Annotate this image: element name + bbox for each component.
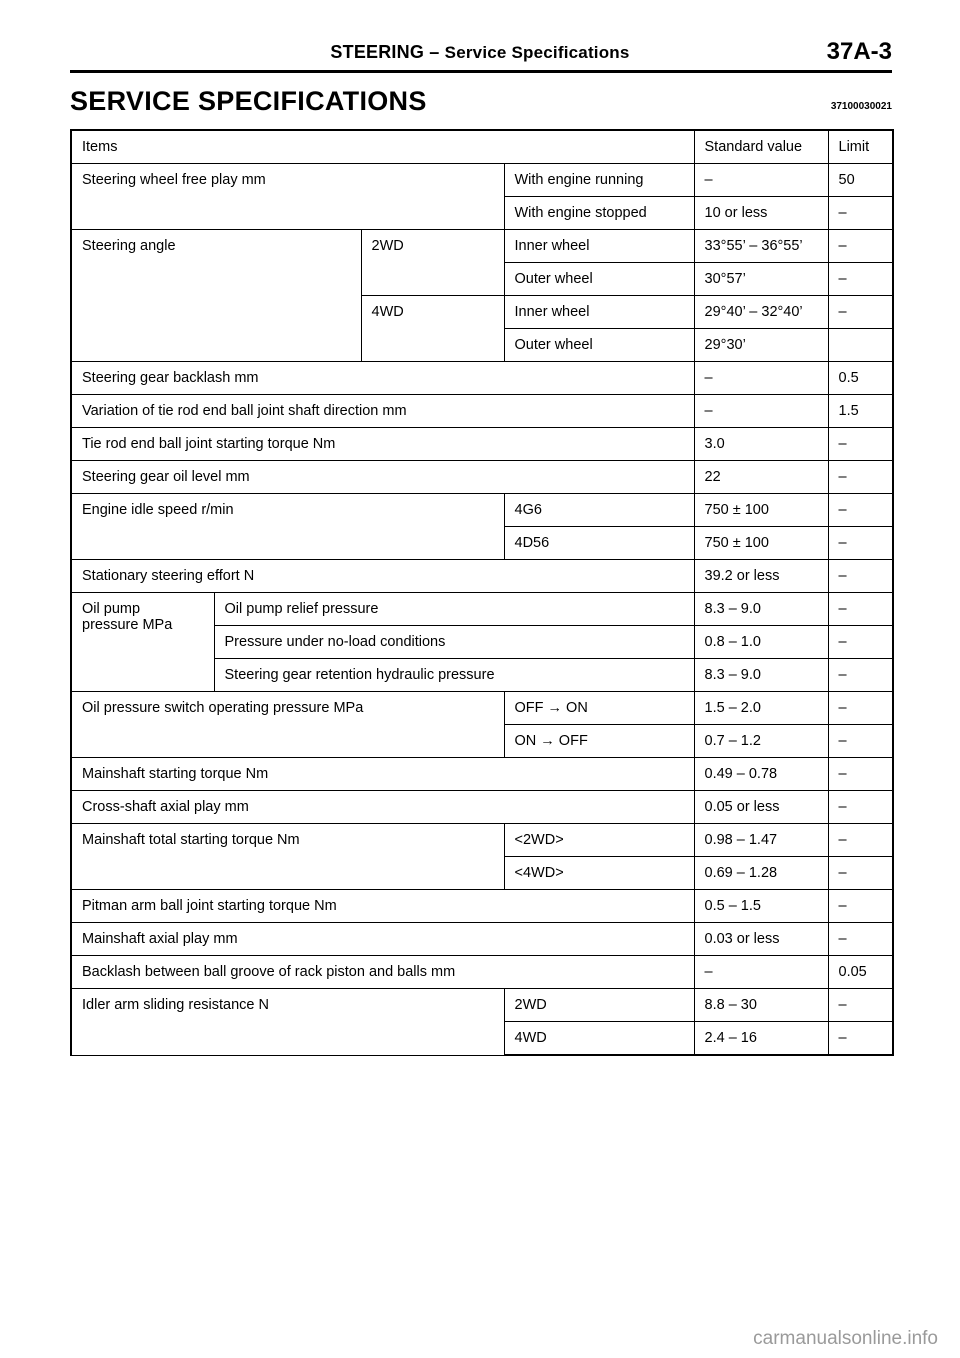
standard-value-cell: 0.7 – 1.2 [694, 725, 828, 758]
condition-cell: 4WD [504, 1022, 694, 1056]
table-row [71, 428, 893, 461]
limit-cell: – [828, 263, 893, 296]
condition-cell: With engine stopped [504, 197, 694, 230]
standard-value-cell: 0.5 – 1.5 [694, 890, 828, 923]
row-label: Tie rod end ball joint starting torque Nm [71, 428, 694, 461]
condition-cell: Steering gear retention hydraulic pressure [214, 659, 694, 692]
condition-cell: Outer wheel [504, 329, 694, 362]
header-items: Items [71, 130, 694, 164]
row-label: Backlash between ball groove of rack piston and balls mm [71, 956, 694, 989]
standard-value-cell: 29°30’ [694, 329, 828, 362]
row-label: Mainshaft starting torque Nm [71, 758, 694, 791]
header-limit: Limit [828, 130, 893, 164]
condition-cell: 4G6 [504, 494, 694, 527]
condition-cell: Oil pump relief pressure [214, 593, 694, 626]
table-row [71, 890, 893, 923]
standard-value-cell: 22 [694, 461, 828, 494]
limit-cell: – [828, 857, 893, 890]
header-title-separator: – [429, 42, 440, 62]
standard-value-cell: – [694, 362, 828, 395]
condition-cell: <4WD> [504, 857, 694, 890]
standard-value-cell: 1.5 – 2.0 [694, 692, 828, 725]
drive-type-cell: 2WD [361, 230, 504, 296]
row-label: Oil pressure switch operating pressure MPa [71, 692, 504, 758]
limit-cell: – [828, 197, 893, 230]
table-row [71, 164, 893, 197]
section-title: SERVICE SPECIFICATIONS [70, 86, 427, 116]
condition-cell: Pressure under no-load conditions [214, 626, 694, 659]
standard-value-cell: 8.3 – 9.0 [694, 659, 828, 692]
row-label: Steering gear oil level mm [71, 461, 694, 494]
table-row [71, 230, 893, 263]
table-row [71, 395, 893, 428]
limit-cell: – [828, 230, 893, 263]
standard-value-cell: 39.2 or less [694, 560, 828, 593]
limit-cell: 50 [828, 164, 893, 197]
table-row [71, 494, 893, 527]
row-label-line: pressure MPa [82, 617, 173, 633]
watermark: carmanualsonline.info [753, 1328, 938, 1349]
limit-cell: – [828, 989, 893, 1022]
standard-value-cell: 3.0 [694, 428, 828, 461]
table-row [71, 758, 893, 791]
condition-cell: OFF → ON [504, 692, 694, 725]
condition-cell: <2WD> [504, 824, 694, 857]
limit-cell: – [828, 725, 893, 758]
limit-cell: – [828, 923, 893, 956]
table-row [71, 362, 893, 395]
standard-value-cell: 0.8 – 1.0 [694, 626, 828, 659]
page-header-title [70, 42, 890, 63]
standard-value-cell: 30°57’ [694, 263, 828, 296]
row-label: Idler arm sliding resistance N [71, 989, 504, 1056]
limit-cell: – [828, 758, 893, 791]
standard-value-cell: 750 ± 100 [694, 527, 828, 560]
table-row [71, 824, 893, 857]
limit-cell: 0.5 [828, 362, 893, 395]
table-row [71, 593, 893, 626]
condition-cell: With engine running [504, 164, 694, 197]
condition-cell: 2WD [504, 989, 694, 1022]
table-row [71, 461, 893, 494]
condition-cell: Inner wheel [504, 230, 694, 263]
condition-cell: Inner wheel [504, 296, 694, 329]
limit-cell: – [828, 890, 893, 923]
page-number: 37A-3 [826, 38, 892, 65]
row-label: Stationary steering effort N [71, 560, 694, 593]
limit-cell: – [828, 659, 893, 692]
limit-cell: – [828, 428, 893, 461]
standard-value-cell: 0.03 or less [694, 923, 828, 956]
limit-cell: – [828, 494, 893, 527]
row-label: Mainshaft axial play mm [71, 923, 694, 956]
limit-cell: 1.5 [828, 395, 893, 428]
table-row [71, 692, 893, 725]
row-label: Cross-shaft axial play mm [71, 791, 694, 824]
limit-cell: – [828, 824, 893, 857]
standard-value-cell: 0.98 – 1.47 [694, 824, 828, 857]
row-label: Steering angle [71, 230, 361, 362]
standard-value-cell: 0.49 – 0.78 [694, 758, 828, 791]
condition-cell: ON → OFF [504, 725, 694, 758]
limit-cell: – [828, 692, 893, 725]
standard-value-cell: 0.05 or less [694, 791, 828, 824]
standard-value-cell: – [694, 164, 828, 197]
standard-value-cell: 0.69 – 1.28 [694, 857, 828, 890]
service-specifications-table [70, 129, 894, 1056]
limit-cell: – [828, 593, 893, 626]
row-label: Mainshaft total starting torque Nm [71, 824, 504, 890]
standard-value-cell: – [694, 956, 828, 989]
limit-cell: 0.05 [828, 956, 893, 989]
standard-value-cell: 33°55’ – 36°55’ [694, 230, 828, 263]
standard-value-cell: 750 ± 100 [694, 494, 828, 527]
table-row [71, 923, 893, 956]
row-label: Steering wheel free play mm [71, 164, 504, 230]
standard-value-cell: – [694, 395, 828, 428]
limit-cell: – [828, 791, 893, 824]
row-label: Steering gear backlash mm [71, 362, 694, 395]
header-title-main: STEERING [330, 42, 425, 62]
standard-value-cell: 10 or less [694, 197, 828, 230]
header-standard-value: Standard value [694, 130, 828, 164]
standard-value-cell: 29°40’ – 32°40’ [694, 296, 828, 329]
drive-type-cell: 4WD [361, 296, 504, 362]
limit-cell: – [828, 296, 893, 329]
row-label: Pitman arm ball joint starting torque Nm [71, 890, 694, 923]
header-divider [70, 70, 892, 73]
standard-value-cell: 2.4 – 16 [694, 1022, 828, 1056]
row-label-line: Oil pump [82, 601, 141, 617]
section-code: 37100030021 [830, 101, 892, 112]
condition-cell: 4D56 [504, 527, 694, 560]
limit-cell: – [828, 1022, 893, 1056]
header-title-sub: Service Specifications [444, 43, 630, 62]
limit-cell [828, 329, 893, 362]
standard-value-cell: 8.8 – 30 [694, 989, 828, 1022]
table-row [71, 560, 893, 593]
standard-value-cell: 8.3 – 9.0 [694, 593, 828, 626]
table-header-row [71, 130, 893, 164]
table-row [71, 989, 893, 1022]
condition-cell: Outer wheel [504, 263, 694, 296]
row-label: Variation of tie rod end ball joint shaft direction mm [71, 395, 694, 428]
row-label [71, 593, 214, 692]
row-label: Engine idle speed r/min [71, 494, 504, 560]
limit-cell: – [828, 560, 893, 593]
table-row [71, 791, 893, 824]
limit-cell: – [828, 626, 893, 659]
table-row [71, 956, 893, 989]
limit-cell: – [828, 461, 893, 494]
limit-cell: – [828, 527, 893, 560]
